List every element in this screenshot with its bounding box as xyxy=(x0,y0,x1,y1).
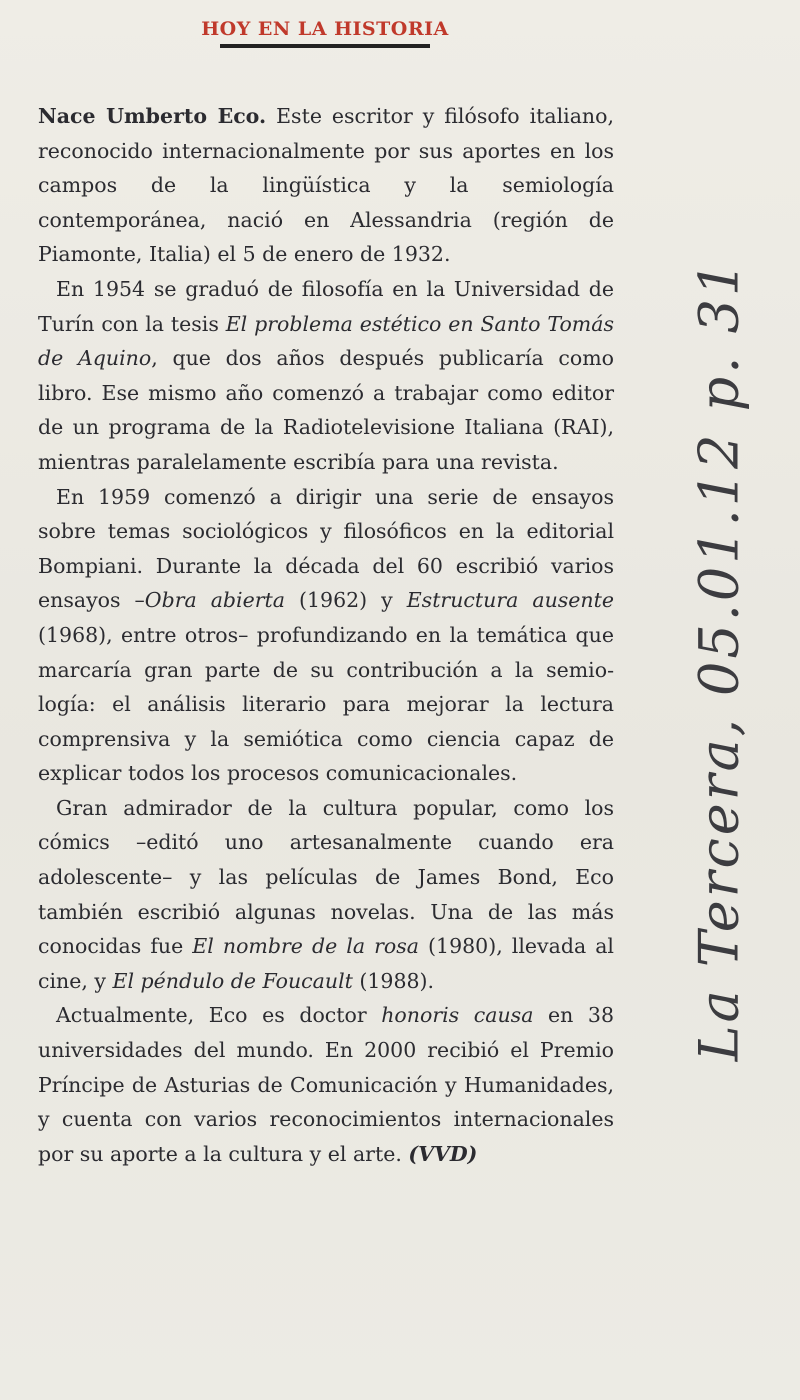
paragraph-5-text-a: Actualmente, Eco es doctor xyxy=(56,1003,382,1028)
author-credit: (VVD) xyxy=(408,1141,478,1166)
article-body xyxy=(38,99,614,1171)
paragraph-3-text-c: (1968), entre otros– profundizando en la temática que marcaría gran parte de su contribución a la semiología: el análisis literario para mejorar la lectura comprensiva y la semiótica como ciencia capaz de explicar todos los procesos comunicacionales. xyxy=(38,622,614,786)
book-title-estructura-ausente: Estructura ausente xyxy=(406,588,615,613)
paragraph-1-text: Este escritor y filósofo italiano, reconocido internacionalmente por sus aportes en los campos de la lingüística y la semiología contemporánea, nació en Alessandria (región de Piamonte, Italia) el 5 de enero de 1932. xyxy=(38,104,614,267)
article-paragraph-2 xyxy=(38,272,614,480)
paragraph-3-text-b: (1962) y xyxy=(285,588,407,613)
bleed-through-text xyxy=(0,0,800,110)
article-paragraph-5 xyxy=(38,998,614,1171)
book-title-nombre-de-la-rosa: El nombre de la rosa xyxy=(192,934,419,959)
article-paragraph-4 xyxy=(38,791,614,999)
paragraph-2-text-a: En 1954 se graduó de filosofía en la Universidad de Turín con la tesis xyxy=(38,276,614,336)
header-underline xyxy=(220,44,430,48)
paragraph-5-text-b: en 38 universidades del mundo. En 2000 recibió el Premio Príncipe de Asturias de Comunicación y Humanidades, y cuenta con varios reconocimientos internacionales por su aporte a la cultura y el arte. xyxy=(38,1003,615,1166)
handwritten-source-note: La Tercera, 05.01.12 p. 31 xyxy=(687,258,751,1062)
honoris-causa-text: honoris causa xyxy=(381,1003,534,1028)
paragraph-4-text-c: (1988). xyxy=(352,968,435,993)
paragraph-4-text-b: (1980), llevada al cine, y xyxy=(38,934,614,993)
article-paragraph-1 xyxy=(38,99,614,272)
book-title-obra-abierta: Obra abierta xyxy=(144,588,285,613)
paragraph-2-text-b: , que dos años después publicaría como libro. Ese mismo año comenzó a trabajar como editor de un programa de la Radiotelevisione Italiana (RAI), mientras paralelamente escribía para una revista. xyxy=(38,346,614,474)
section-title: HOY EN LA HISTORIA xyxy=(201,18,449,40)
article-lead-title: Nace Umberto Eco. xyxy=(38,104,267,128)
thesis-title: El problema estético en Santo Tomás de Aquino xyxy=(38,311,614,371)
paragraph-3-text-a: En 1959 comenzó a dirigir una serie de ensayos sobre temas sociológicos y filosóficos en la editorial Bompiani. Durante la década del 60 escribió varios ensayos – xyxy=(38,484,614,613)
book-title-pendulo-de-foucault: El péndulo de Foucault xyxy=(112,968,353,993)
article-paragraph-3 xyxy=(38,480,614,791)
section-header xyxy=(0,18,650,48)
paragraph-4-text-a: Gran admirador de la cultura popular, como los cómics –editó uno artesanalmente cuando era adolescente– y las películas de James Bond, Eco también escribió algunas novelas. Una de las más conocidas fue xyxy=(38,795,614,959)
